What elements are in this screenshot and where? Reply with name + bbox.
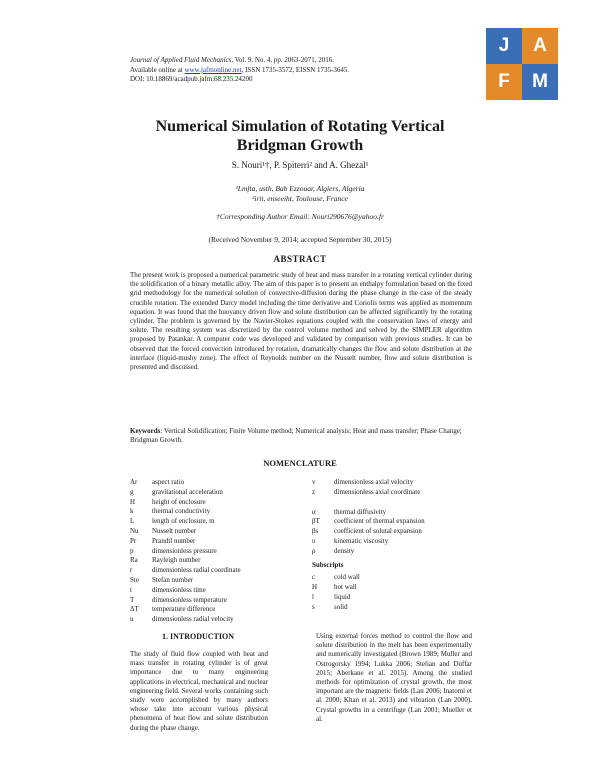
- nom-symbol: g: [130, 487, 134, 496]
- introduction-heading: 1. INTRODUCTION: [161, 632, 234, 641]
- journal-website-link[interactable]: www.jafmonline.net: [184, 65, 242, 74]
- nom-definition: hot wall: [334, 583, 357, 592]
- nom-row: [130, 537, 300, 547]
- nom-symbol: u: [130, 615, 134, 624]
- nom-row: [130, 576, 300, 586]
- nomenclature-heading: NOMENCLATURE: [263, 458, 337, 468]
- keywords-list: : Vertical Solidification; Finite Volume method; Numerical analysis; Heat and mass transfer; Phase Change; Bridgman Growth.: [130, 427, 462, 445]
- abstract-heading: ABSTRACT: [273, 254, 327, 264]
- nom-definition: Prandtl number: [152, 536, 196, 545]
- nom-symbol: t: [130, 585, 132, 594]
- nom-symbol: l: [312, 592, 314, 601]
- nom-definition: dimensionless time: [152, 585, 206, 594]
- nom-definition: thermal conductivity: [152, 507, 211, 516]
- logo-cell-j: J: [486, 28, 522, 64]
- nom-symbol: Ar: [130, 478, 138, 486]
- nom-row: [312, 603, 472, 613]
- nom-symbol: Ra: [130, 556, 138, 565]
- nom-definition: dimensionless axial coordinate: [334, 487, 421, 496]
- nom-definition: coefficient of solutal expansion: [334, 527, 422, 536]
- nomenclature-left-column: [130, 478, 300, 625]
- nom-symbol: Ste: [130, 575, 139, 584]
- nom-symbol: r: [130, 566, 133, 575]
- keywords-label: Keywords: [130, 427, 161, 435]
- nom-row: [312, 547, 472, 557]
- nom-definition: dimensionless radial velocity: [152, 615, 234, 624]
- nom-row: [130, 507, 300, 517]
- abstract-text: The present work is proposed a numerical parametric study of heat and mass transfer in a rotating vertical cylinder during the solidification of a binary metallic alloy. The aim of this paper is to present an enthalpy formulation based on the fixed grid methodology for the numerical solution of convective-diffusion during the phase change in the case of the steady crucible rotation. The extended Darcy model including the time derivative and Coriolis terms was applied as momentum equation. It was found that the buoyancy driven flow and solute distribution can be affected significantly by the rotating cylinder. The problem is governed by the Navier-Stokes equations coupled with the conservation laws of energy and solute. The resulting system was discretized by the control volume method and solved by the SIMPLER algorithm proposed by Patankar. A computer code was developed and validated by comparison with previous studies. It can be observed that the forced convection introduced by rotation, dramatically changes the flow and solute distribution at the interface (liquid-mushy zone). The effect of Reynolds number on the Nusselt number, flow and solute distribution is presented and discussed.: [130, 271, 472, 372]
- logo-cell-f: F: [486, 64, 522, 100]
- nom-row: [312, 478, 472, 488]
- nom-definition: dimensionless temperature: [152, 595, 227, 604]
- subscripts-heading: Subscripts: [312, 560, 344, 569]
- nom-definition: thermal diffusivity: [334, 507, 387, 516]
- nom-row: [312, 517, 472, 527]
- nom-definition: temperature difference: [152, 605, 216, 614]
- nom-definition: gravitational acceleration: [152, 487, 223, 496]
- nom-symbol: p: [130, 546, 134, 555]
- nom-definition: length of enclosure, m: [152, 517, 215, 526]
- affiliation-2: ²irit, enseeiht, Toulouse, France: [252, 194, 348, 203]
- introduction-column-1: The study of fluid flow coupled with heat and mass transfer in rotating cylinder is of great importance due to many engineering applications in electrical, mechanical and nuclear engineering field. Several works containing such study were accomplished by many authors whose take into account various physical phenomena of heat flow and solute distribution during the phase change.: [130, 650, 268, 732]
- nom-definition: kinematic viscosity: [334, 536, 389, 545]
- nom-symbol: H: [312, 583, 318, 592]
- nom-symbol: L: [130, 517, 135, 526]
- nom-symbol: α: [312, 507, 316, 516]
- nom-row: [312, 583, 472, 593]
- logo-cell-a: A: [522, 28, 558, 64]
- affiliation-1: ¹Lmfta, usth, Bab Ezzouar, Algiers, Algeria: [235, 184, 365, 193]
- nom-definition: height of enclosure: [152, 497, 206, 506]
- nom-row: [130, 498, 300, 508]
- author-list: S. Nouri¹†, P. Spiterri² and A. Ghezal¹: [231, 160, 369, 170]
- issn-text: , ISSN 1735-3572, EISSN 1735-3645.: [241, 65, 350, 74]
- nom-definition: Nusselt number: [152, 526, 197, 535]
- nom-row: [130, 527, 300, 537]
- nom-symbol: v: [312, 478, 316, 486]
- nom-row: [130, 478, 300, 488]
- nom-symbol: c: [312, 573, 316, 582]
- nom-symbol: Nu: [130, 526, 139, 535]
- nom-definition: aspect ratio: [152, 478, 185, 486]
- nom-row: [312, 573, 472, 583]
- nom-symbol: s: [312, 602, 315, 611]
- nom-definition: cold wall: [334, 573, 360, 582]
- nom-symbol: Pr: [130, 536, 137, 545]
- nom-symbol: υ: [312, 536, 316, 545]
- nom-definition: density: [334, 546, 355, 555]
- received-dates: (Received November 9, 2014; accepted September 30, 2015): [208, 235, 392, 244]
- nom-row: [130, 517, 300, 527]
- nom-row: [312, 508, 472, 518]
- journal-name: Journal of Applied Fluid Mechanics: [130, 56, 232, 64]
- nomenclature-right-column: [312, 478, 472, 613]
- nom-definition: solid: [334, 602, 348, 611]
- journal-header: [130, 56, 470, 85]
- corresponding-author: †Corresponding Author Email: Nouri290676@yahoo.fr: [216, 212, 384, 221]
- nom-symbol: H: [130, 497, 136, 506]
- logo-cell-m: M: [522, 64, 558, 100]
- nom-row: [312, 527, 472, 537]
- nom-row: [130, 566, 300, 576]
- nom-row: [130, 586, 300, 596]
- nom-definition: Stefan number: [152, 575, 194, 584]
- nom-row: [130, 556, 300, 566]
- nom-symbol: z: [312, 487, 316, 496]
- nom-row: [130, 547, 300, 557]
- doi-text: DOI: 10.18869/acadpub.jafm.68.235.24200: [130, 75, 253, 83]
- available-online-label: Available online at: [130, 65, 185, 74]
- paper-title: Numerical Simulation of Rotating Vertical Bridgman Growth: [155, 118, 445, 154]
- nom-row: [130, 615, 300, 625]
- nom-definition: coefficient of thermal expansion: [334, 517, 425, 526]
- affiliations: [0, 184, 600, 204]
- nom-row: [130, 488, 300, 498]
- nom-row: [312, 537, 472, 547]
- nom-definition: liquid: [334, 592, 351, 601]
- nom-symbol: βs: [312, 527, 319, 536]
- keywords: [130, 427, 472, 445]
- nom-definition: dimensionless pressure: [152, 546, 217, 555]
- nom-definition: dimensionless axial velocity: [334, 478, 414, 486]
- nom-row: [312, 488, 472, 498]
- nom-definition: dimensionless radial coordinate: [152, 566, 241, 575]
- nom-symbol: ρ: [312, 546, 316, 555]
- nom-symbol: k: [130, 507, 134, 516]
- jafm-logo: [486, 28, 558, 100]
- nom-row: [130, 605, 300, 615]
- nom-definition: Rayleigh number: [152, 556, 201, 565]
- nom-symbol: ΔT: [130, 605, 139, 614]
- nom-row: [312, 593, 472, 603]
- nom-row: [130, 596, 300, 606]
- nom-symbol: βT: [312, 517, 320, 526]
- introduction-column-2: Using external forces method to control the flow and solute distribution in the melt has been experimentally and numerically investigated (Brown 1989; Muller and Ostrogorsky 1994; Lukka 2006; Stelian and Duffar 2015; Aberkane et al. 2015). Among the studied methods for optimization of crystal growth, the most important are the magnetic fields (Lan 2006; Inatomi et al. 2000; Khan et al. 2013) and vibration (Lan 2000). Crystal growths in a centrifuge (Lan 2001; Mueller et al.: [316, 632, 472, 723]
- journal-volume: , Vol. 9, No. 4, pp. 2063-2071, 2016.: [231, 56, 334, 64]
- nom-symbol: T: [130, 595, 135, 604]
